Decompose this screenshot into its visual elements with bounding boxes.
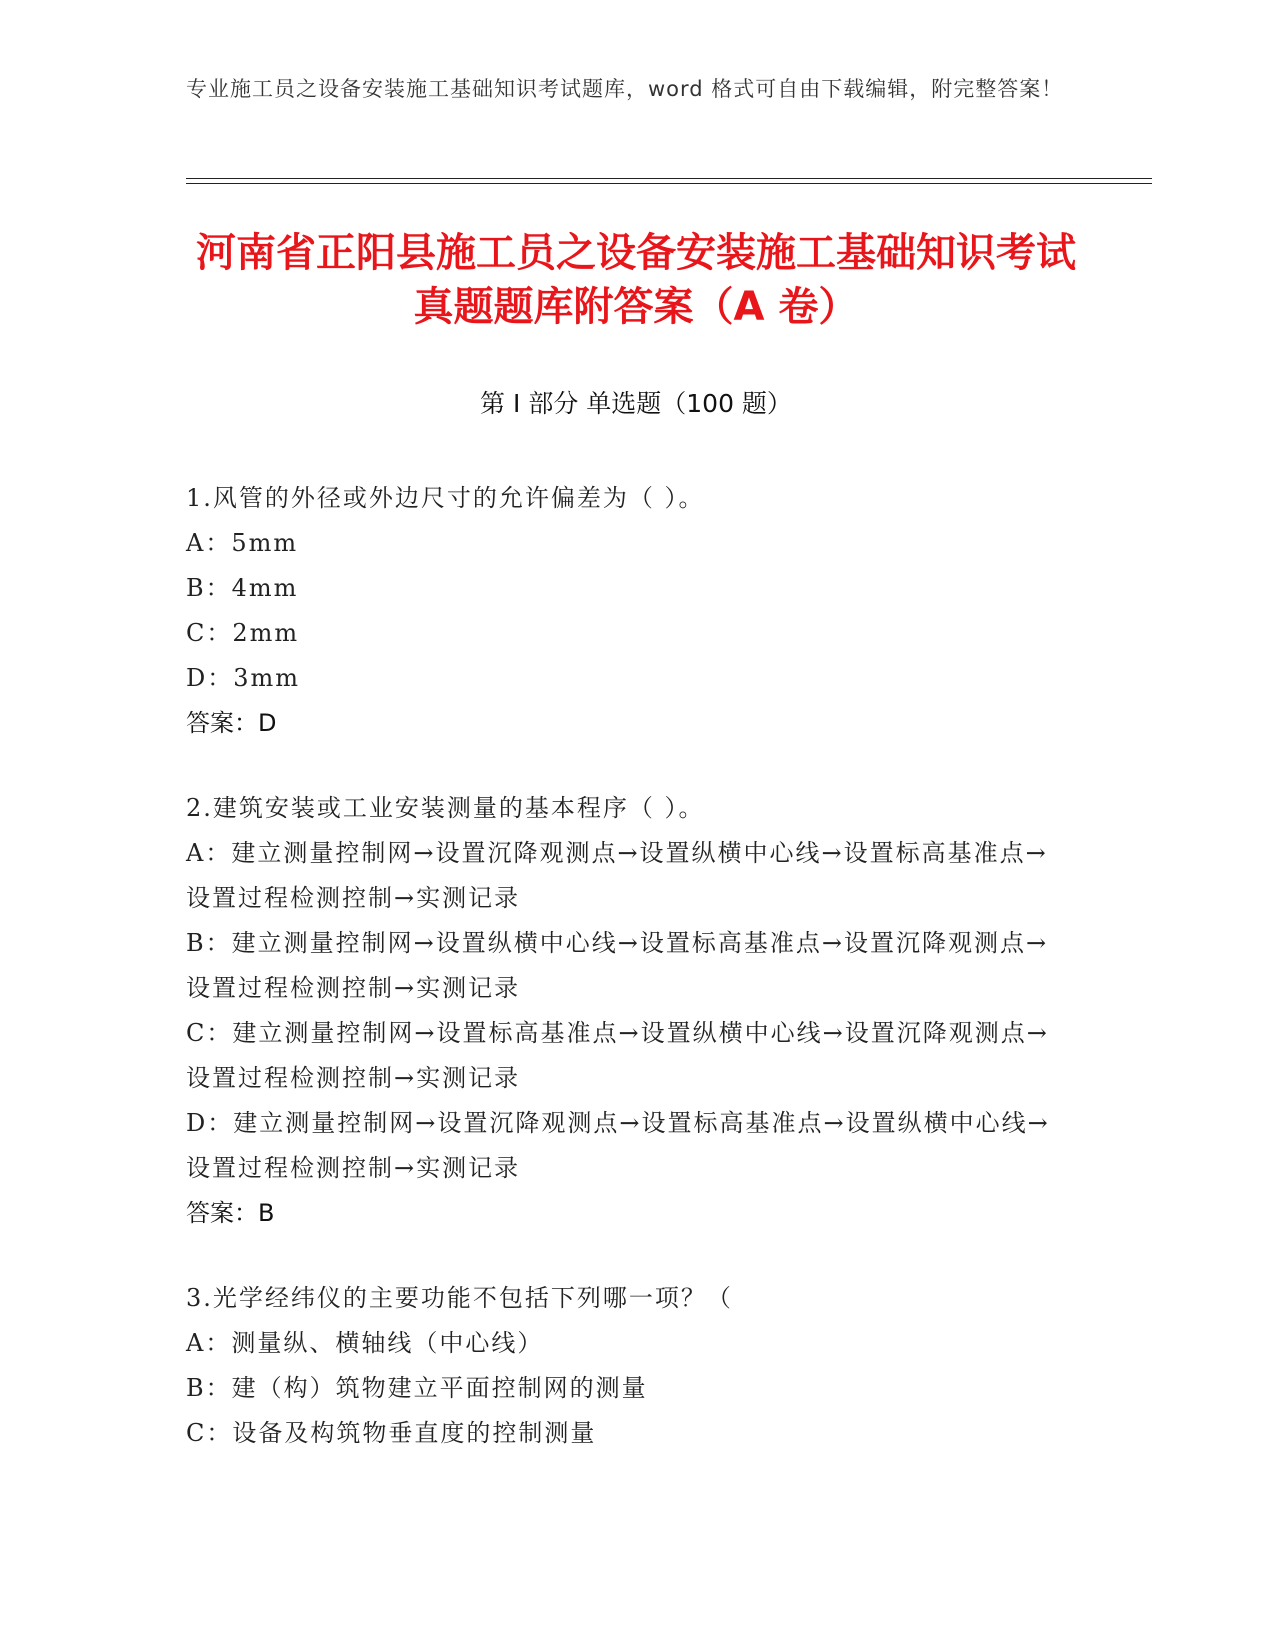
option-a [186,831,1066,921]
option-d [186,1101,1066,1191]
option-c [186,611,1066,656]
option-key: C： [186,1419,233,1447]
question-1 [186,476,1066,746]
option-key: A： [186,1329,232,1357]
answer-line [186,701,1066,746]
question-stem: 1.风管的外径或外边尺寸的允许偏差为（ ）。 [186,484,705,512]
option-text: 3mm [233,664,301,692]
option-key: B： [186,1374,232,1402]
option-key: D： [186,664,234,692]
option-text: 建立测量控制网→设置纵横中心线→设置标高基准点→设置沉降观测点→设置过程检测控制→实测记录 [186,929,1049,1002]
answer-line [186,1191,1066,1236]
option-key: C： [186,619,233,647]
option-b [186,566,1066,611]
option-text: 设备及构筑物垂直度的控制测量 [232,1419,597,1447]
option-a [186,1321,1066,1366]
section-title: 第 I 部分 单选题（100 题） [480,389,792,418]
option-key: C： [186,1019,233,1047]
answer-value: B [258,1199,275,1227]
option-text: 建立测量控制网→设置沉降观测点→设置标高基准点→设置纵横中心线→设置过程检测控制→实测记录 [186,1109,1050,1182]
option-d [186,656,1066,701]
header-note: 专业施工员之设备安装施工基础知识考试题库，word 格式可自由下载编辑，附完整答案！ [186,77,1064,101]
option-b [186,921,1066,1011]
answer-label: 答案： [186,1199,258,1227]
header-divider-bottom [186,183,1152,184]
option-text: 建（构）筑物建立平面控制网的测量 [231,1374,648,1402]
option-c [186,1011,1066,1101]
option-key: B： [186,574,232,602]
option-text: 建立测量控制网→设置标高基准点→设置纵横中心线→设置沉降观测点→设置过程检测控制→实测记录 [186,1019,1049,1092]
document-title: 河南省正阳县施工员之设备安装施工基础知识考试真题题库附答案（A 卷） [196,230,1076,330]
option-a [186,521,1066,566]
option-c [186,1411,1066,1456]
option-text: 4mm [231,574,299,602]
answer-label: 答案： [186,709,258,737]
answer-value: D [258,709,277,737]
question-stem: 2.建筑安装或工业安装测量的基本程序（ ）。 [186,794,705,822]
option-text: 测量纵、横轴线（中心线） [231,1329,544,1357]
option-key: A： [186,839,232,867]
option-key: B： [186,929,232,957]
option-text: 建立测量控制网→设置沉降观测点→设置纵横中心线→设置标高基准点→设置过程检测控制→实测记录 [186,839,1048,912]
question-list [186,476,1066,1496]
question-3 [186,1276,1066,1456]
question-2 [186,786,1066,1236]
header-divider-top [186,178,1152,179]
question-stem: 3.光学经纬仪的主要功能不包括下列哪一项？（ [186,1284,733,1312]
option-b [186,1366,1066,1411]
option-key: A： [186,529,232,557]
option-text: 2mm [232,619,300,647]
option-text: 5mm [231,529,299,557]
option-key: D： [186,1109,234,1137]
